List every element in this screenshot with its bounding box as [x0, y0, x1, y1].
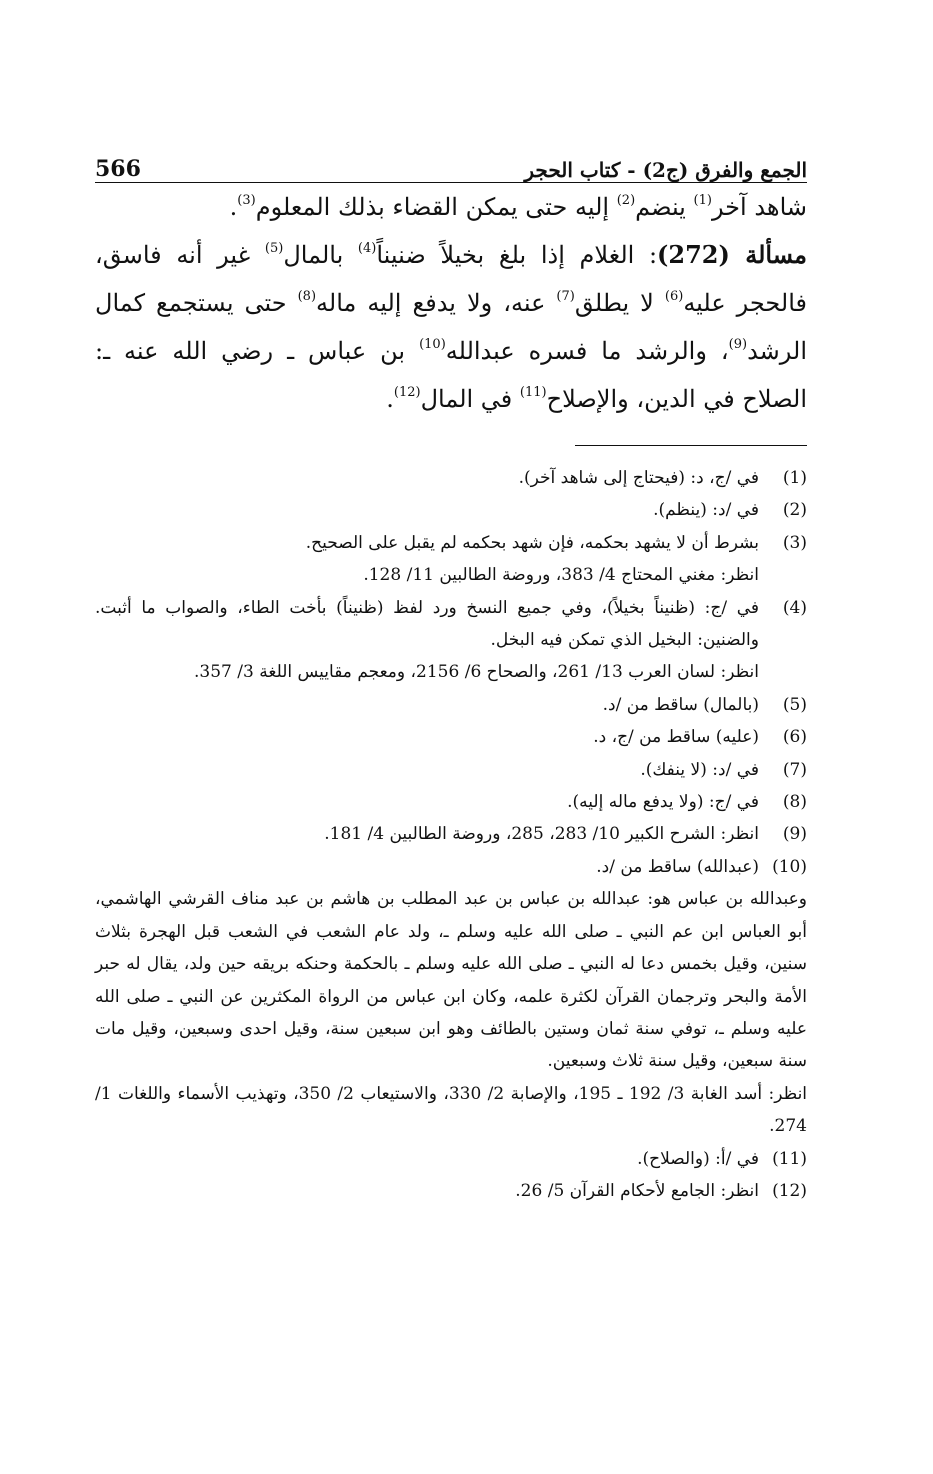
footnote-text: في /د: (لا ينفك).	[640, 759, 759, 780]
footnote-3-reference: انظر: مغني المحتاج 4/ 383، وروضة الطالبين 11/ 128.	[363, 565, 759, 586]
page-header	[95, 140, 807, 183]
footnote-marker: (4)	[357, 241, 377, 256]
footnote-10-reference: انظر: أسد الغابة 3/ 192 ـ 195، والإصابة 2/ 330، والاستيعاب 2/ 350، وتهذيب الأسماء واللغات 1/ 274.	[95, 1083, 808, 1137]
footnote-text: في /أ: (والصلاح).	[637, 1148, 759, 1169]
footnote-number: (1)	[782, 468, 807, 488]
footnote-2	[95, 494, 807, 526]
footnote-5	[95, 689, 807, 721]
footnote-12	[95, 1175, 807, 1207]
footnote-4-reference: انظر: لسان العرب 13/ 261، والصحاح 6/ 2156، ومعجم مقاييس اللغة 3/ 357.	[194, 662, 759, 683]
footnote-text: انظر: الجامع لأحكام القرآن 5/ 26.	[515, 1180, 759, 1201]
footnote-text: في /ج: (ظنيناً بخيلاً)، وفي جميع النسخ ورد لفظ (ظنيناً) بأخت الطاء، والصواب ما أثبت. والضنين: البخيل الذي تمكن فيه البخل.	[95, 597, 759, 651]
footnote-text: (عبدالله) ساقط من /د.	[596, 856, 759, 877]
footnote-text: (بالمال) ساقط من /د.	[602, 694, 759, 715]
footnote-marker: (11)	[519, 385, 547, 400]
footnote-marker: (10)	[419, 337, 446, 352]
paragraph-masala-272: مسألة (272): الغلام إذا بلغ بخيلاً ضنيناً$^{(4)}$ بالمال$^{(5)}$ غير أنه فاسق، فالحجر عليه$^{(6)}$ لا يطلق$^{(7)}$ عنه، ولا يدفع إليه ماله$^{(8)}$ حتى يستجمع كمال الرشد$^{(9)}$، والرشد ما فسره عبدالله$^{(10)}$ بن عباس ـ رضي الله عنه ـ: الصلاح في الدين، والإصلاح$^{(11)}$ في المال$^{(12)}$.	[95, 240, 808, 413]
footnote-marker: (12)	[393, 385, 421, 400]
footnote-marker: (9)	[728, 337, 748, 352]
footnote-marker: (6)	[664, 289, 684, 304]
footnote-3	[95, 527, 807, 559]
footnote-number: (6)	[782, 727, 807, 748]
footnote-marker: (5)	[264, 241, 284, 256]
footnote-text: (عليه) ساقط من /ج، د.	[593, 727, 759, 748]
footnotes	[95, 462, 807, 1207]
footnote-8	[95, 786, 807, 818]
footnote-1	[95, 462, 807, 494]
footnote-text: بشرط أن لا يشهد بحكمه، فإن شهد بحكمه لم يقبل على الصحيح.	[305, 532, 759, 553]
footnote-number: (4)	[782, 597, 807, 618]
footnote-number: (8)	[782, 792, 807, 813]
masala-label: مسألة (272)	[657, 240, 808, 269]
footnote-9	[95, 818, 807, 850]
footnote-separator	[575, 445, 807, 446]
footnote-number: (10)	[772, 856, 807, 877]
footnote-6	[95, 721, 807, 753]
footnote-marker: (7)	[556, 289, 575, 304]
footnote-marker: (3)	[237, 193, 256, 208]
footnote-text: انظر: الشرح الكبير 10/ 283، 285، وروضة الطالبين 4/ 181.	[324, 824, 759, 845]
footnote-7	[95, 754, 807, 786]
footnote-number: (7)	[782, 759, 807, 780]
paragraph-intro: شاهد آخر$^{(1)}$ ينضم$^{(2)}$ إليه حتى يمكن القضاء بذلك المعلوم$^{(3)}$.	[229, 193, 807, 221]
footnote-number: (9)	[782, 824, 807, 845]
footnote-number: (11)	[772, 1148, 807, 1169]
running-title: الجمع والفرق (ج2) - كتاب الحجر	[524, 158, 807, 182]
page-number: 566	[95, 156, 141, 182]
footnote-10-biography: وعبدالله بن عباس هو: عبدالله بن عباس بن عبد المطلب بن هاشم بن عبد مناف القرشي الهاشمي، أبو العباس ابن عم النبي ـ صلى الله عليه وسلم ـ، ولد عام الشعب في الشعب قبل الهجرة بثلاث سنين، وقيل بخمس دعا له النبي ـ صلى الله عليه وسلم ـ بالحكمة وحنكه بريقه حين ولد، يقال له حبر الأمة والبحر وترجمان القرآن لكثرة علمه، وكان ابن عباس من الرواة المكثرين عن النبي ـ صلى الله عليه وسلم ـ، توفي سنة ثمان وستين بالطائف وهو ابن سبعين سنة، وقيل احدى وسبعين، وقيل مات سنة سبعين، وقيل سنة ثلاث وسبعين.	[95, 889, 807, 1072]
footnote-4	[95, 592, 807, 657]
footnote-marker: (8)	[297, 289, 317, 304]
footnote-number: (3)	[782, 532, 807, 553]
footnote-number: (2)	[782, 500, 807, 521]
book-page	[95, 140, 807, 1207]
footnote-11	[95, 1143, 807, 1175]
footnote-text: في /ج: (ولا يدفع ماله إليه).	[567, 792, 759, 813]
footnote-marker: (2)	[616, 193, 636, 208]
footnote-10	[95, 851, 807, 883]
main-text	[95, 183, 807, 423]
footnote-number: (12)	[772, 1180, 807, 1201]
footnote-marker: (1)	[693, 193, 712, 208]
footnote-number: (5)	[782, 694, 807, 715]
footnote-text: في /د: (ينظم).	[653, 500, 759, 521]
footnote-text: في /ج، د: (فيحتاج إلى شاهد آخر).	[518, 468, 759, 488]
